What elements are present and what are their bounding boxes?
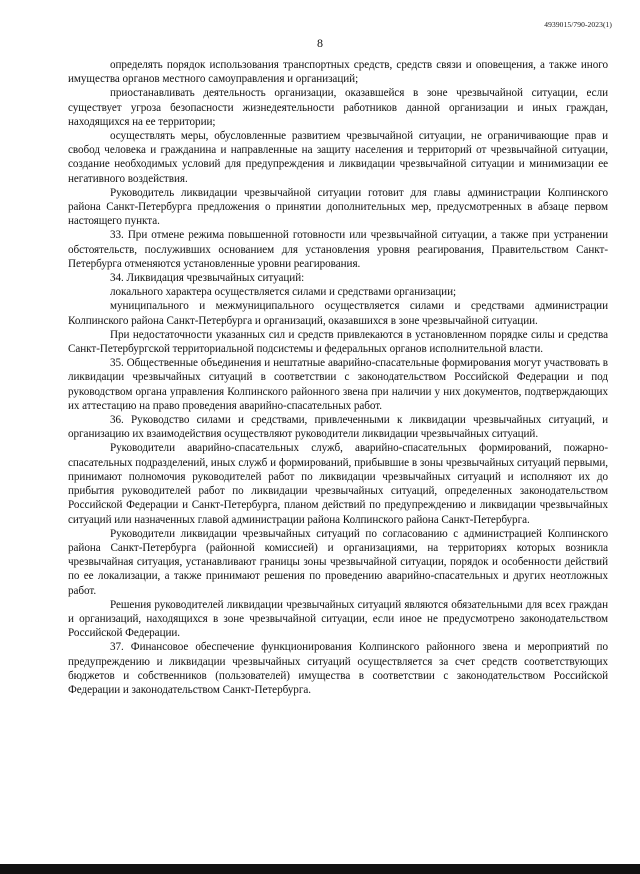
paragraph: 37. Финансовое обеспечение функционирования Колпинского районного звена и мероприятий по предупреждению и ликвидации чрезвычайных ситуаций осуществляется за счет средств соответствующих бюджетов и собственников (пользователей) имущества в соответствии с законодательством Российской Федерации и законодательством Санкт-Петербурга. [68, 641, 608, 696]
document-body [68, 58, 608, 697]
paragraph: осуществлять меры, обусловленные развитием чрезвычайной ситуации, не ограничивающие прав и свобод человека и гражданина и направленные на защиту населения и территорий от чрезвычайной ситуации, создание необходимых условий для предупреждения и ликвидации чрезвычайной ситуации и минимизации ее негативного воздействия. [68, 130, 608, 185]
paragraph: 35. Общественные объединения и нештатные аварийно-спасательные формирования могут участвовать в ликвидации чрезвычайных ситуаций в соответствии с законодательством Российской Федерации и под руководством органа управления Колпинского районного звена при наличии у них документов, подтверждающих их аттестацию на право проведения аварийно-спасательных работ. [68, 357, 608, 412]
paragraph: локального характера осуществляется силами и средствами организации; [110, 286, 457, 299]
paragraph: Руководитель ликвидации чрезвычайной ситуации готовит для главы администрации Колпинского района Санкт-Петербурга предложения о принятии дополнительных мер, предусмотренных в абзаце первом настоящего пункта. [68, 186, 608, 228]
paragraph: Руководители аварийно-спасательных служб, аварийно-спасательных формирований, пожарно-спасательных подразделений, иных служб и формирований, прибывшие в зоны чрезвычайных ситуаций первыми, принимают полномочия руководителей работ по ликвидации чрезвычайных ситуаций и исполняют их до прибытия руководителей работ по ликвидации чрезвычайных ситуаций, определенных законодательством Российской Федерации и Санкт-Петербурга, планом действий по предупреждению и ликвидации чрезвычайных ситуаций или назначенных главой администрации района Колпинского района Санкт-Петербурга. [68, 442, 608, 526]
paragraph: Руководители ликвидации чрезвычайных ситуаций по согласованию с администрацией Колпинского района Санкт-Петербурга (районной комиссией) и организациями, на территориях которых возникла чрезвычайная ситуация, устанавливают границы зоны чрезвычайной ситуации, порядок и особенности действий по ее локализации, а также принимают решения по проведению аварийно-спасательных и других неотложных работ. [68, 527, 608, 597]
paragraph: 33. При отмене режима повышенной готовности или чрезвычайной ситуации, а также при устранении обстоятельств, послуживших основанием для установления уровня реагирования, Правительством Санкт-Петербурга отменяются установленные уровни реагирования. [68, 229, 608, 270]
document-code: 4939015/790-2023(1) [544, 20, 612, 29]
paragraph: 34. Ликвидация чрезвычайных ситуаций: [110, 272, 305, 285]
scan-edge-bar [0, 864, 640, 874]
paragraph: При недостаточности указанных сил и средств привлекаются в установленном порядке силы и средства Санкт-Петербургской территориальной подсистемы и федеральных органов исполнительной власти. [68, 328, 608, 356]
paragraph: муниципального и межмуниципального осуществляется силами и средствами администрации Колпинского района Санкт-Петербурга и организаций, оказавшихся в зоне чрезвычайной ситуации. [68, 300, 608, 327]
paragraph: 36. Руководство силами и средствами, привлеченными к ликвидации чрезвычайных ситуаций, и организацию их взаимодействия осуществляют руководители ликвидации чрезвычайных ситуаций. [68, 414, 608, 441]
paragraph: Решения руководителей ликвидации чрезвычайных ситуаций являются обязательными для всех граждан и организаций, находящихся в зоне чрезвычайной ситуации, если иное не предусмотрено законодательством Российской Федерации. [68, 598, 608, 640]
page-number: 8 [317, 36, 323, 50]
paragraph: приостанавливать деятельность организации, оказавшейся в зоне чрезвычайной ситуации, если существует угроза безопасности жизнедеятельности работников данной организации и иных граждан, находящихся на ее территории; [68, 87, 608, 128]
paragraph: определять порядок использования транспортных средств, средств связи и оповещения, а также иного имущества органов местного самоуправления и организаций; [68, 59, 608, 86]
